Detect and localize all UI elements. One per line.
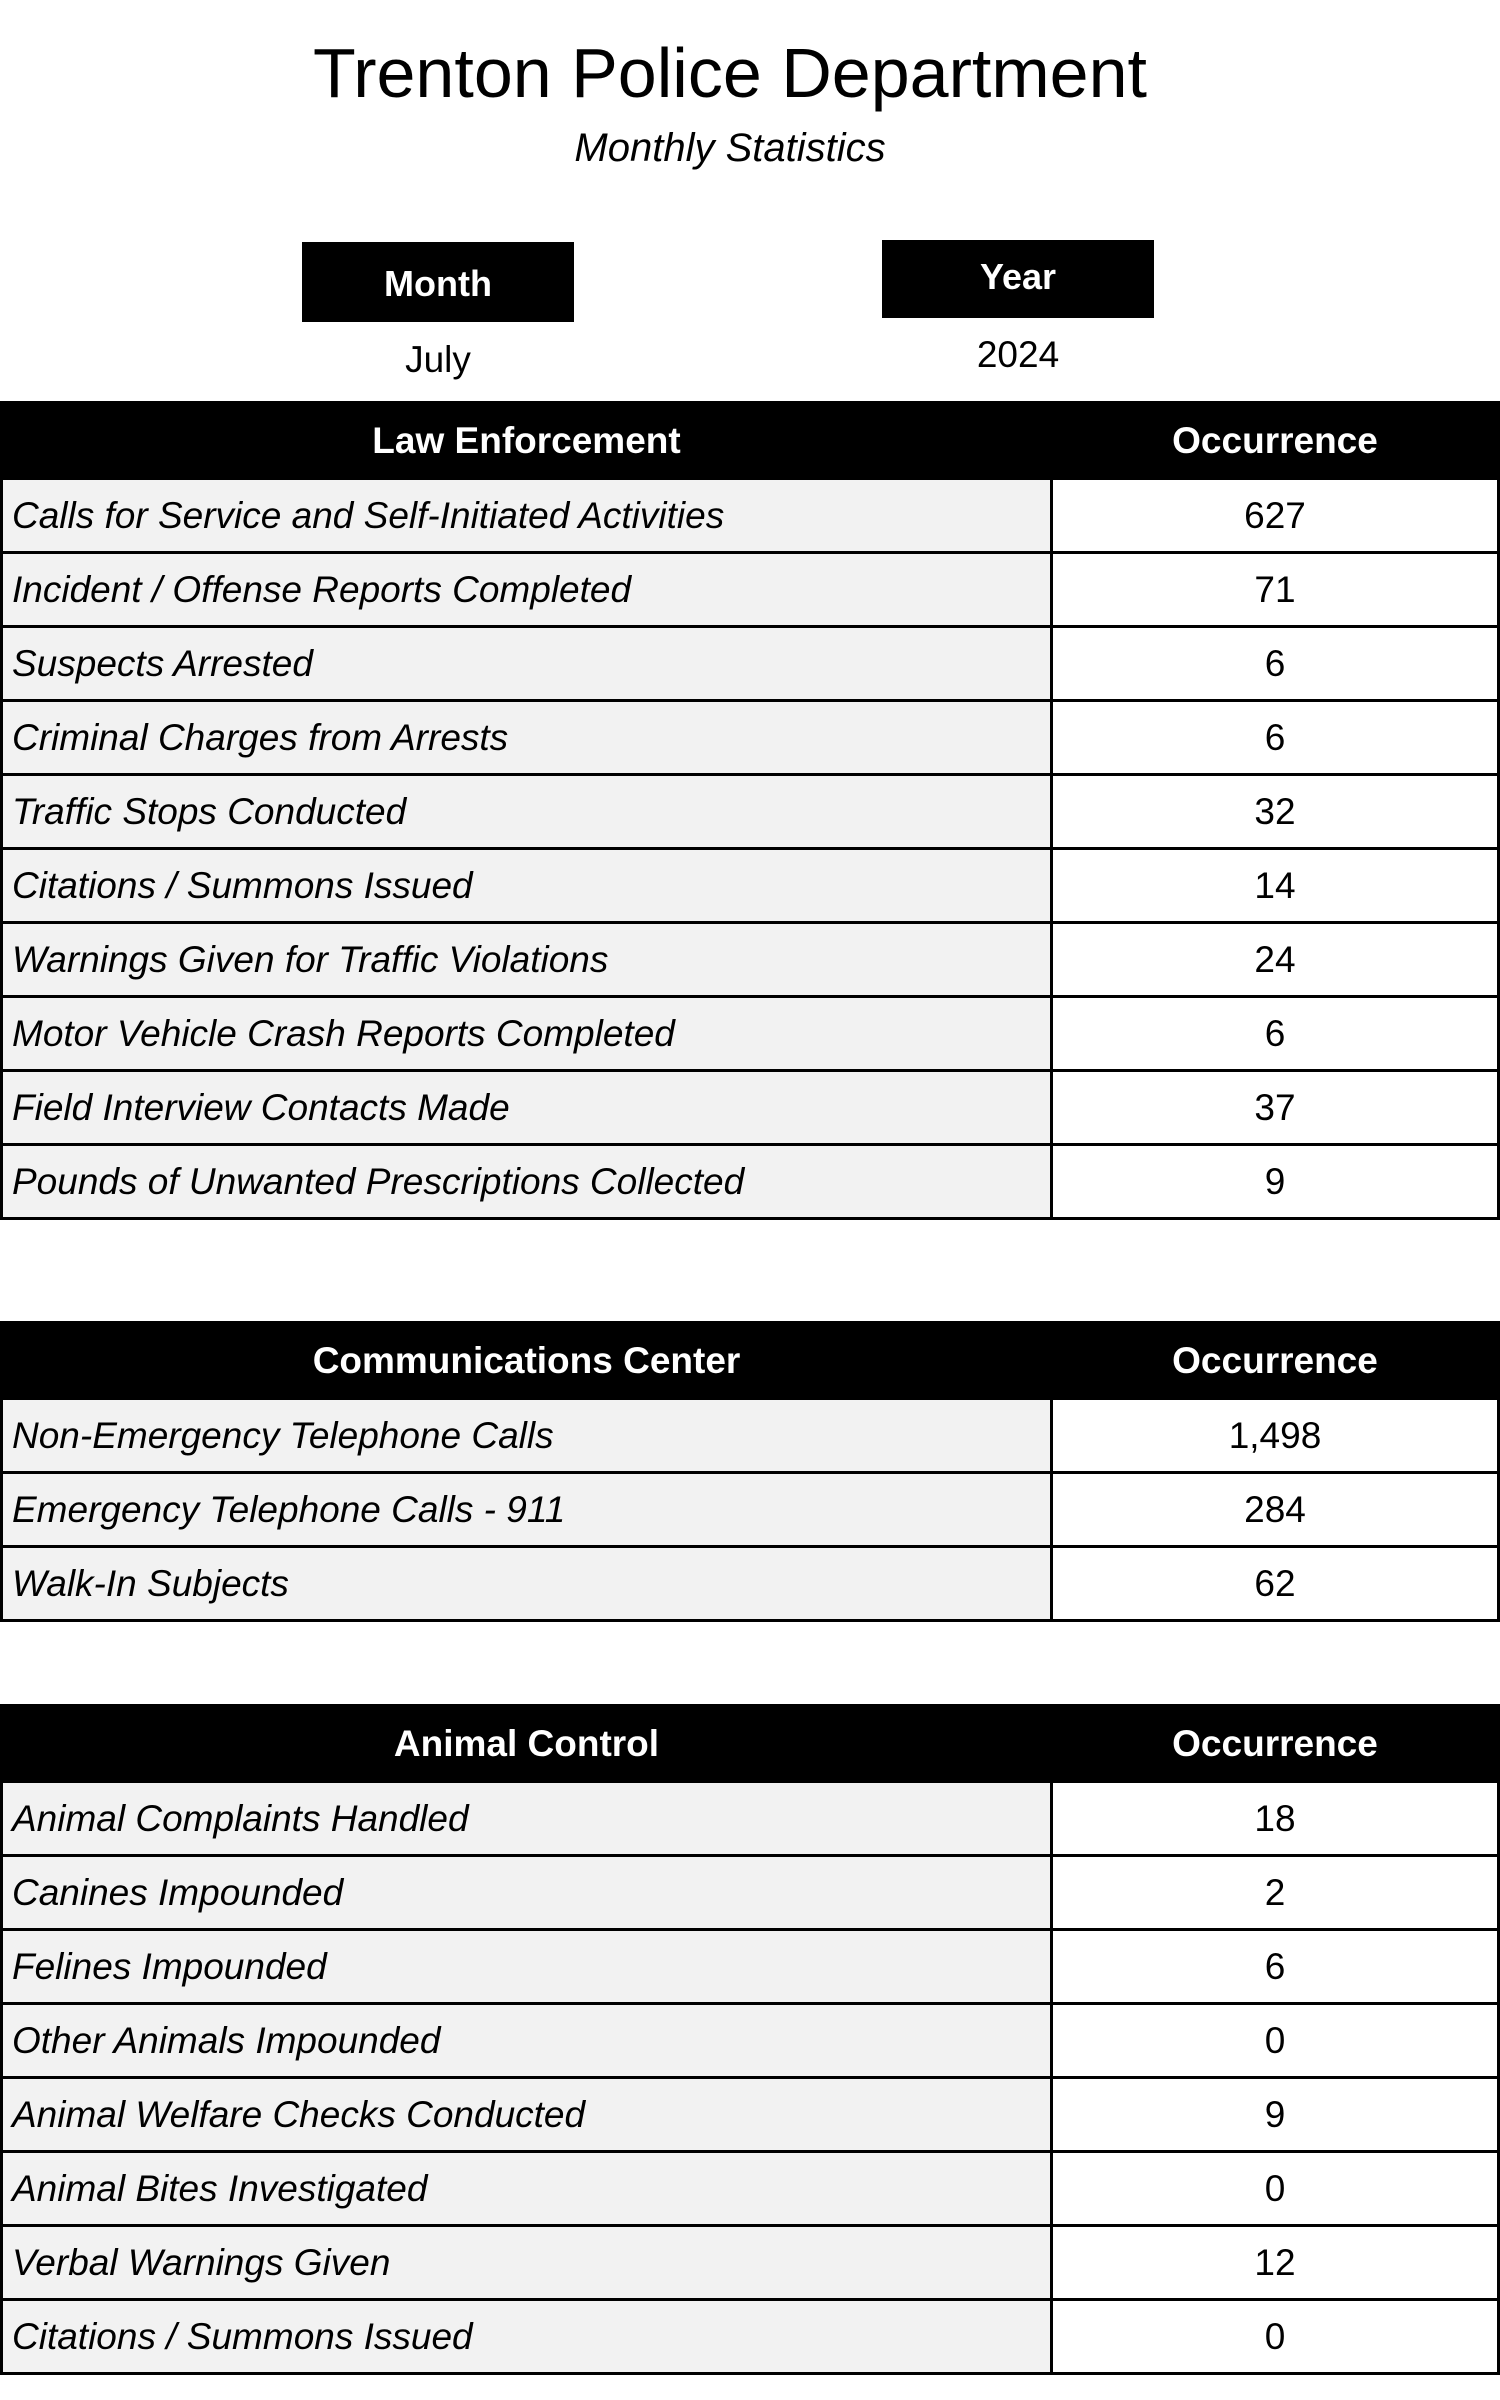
law-enforcement-occurrence-header: Occurrence: [1052, 403, 1499, 479]
table-row: [2, 479, 1499, 553]
row-value: 71: [1052, 553, 1499, 627]
row-label: Animal Bites Investigated: [2, 2152, 1052, 2226]
table-row: [2, 775, 1499, 849]
row-value: 62: [1052, 1547, 1499, 1621]
row-label: Warnings Given for Traffic Violations: [2, 923, 1052, 997]
animal-control-header: Animal Control: [2, 1706, 1052, 1782]
table-header-row: [2, 1323, 1499, 1399]
table-row: [2, 1930, 1499, 2004]
row-label: Motor Vehicle Crash Reports Completed: [2, 997, 1052, 1071]
animal-control-table: [0, 1704, 1500, 2375]
row-label: Incident / Offense Reports Completed: [2, 553, 1052, 627]
table-row: [2, 2226, 1499, 2300]
animal-control-occurrence-header: Occurrence: [1052, 1706, 1499, 1782]
table-row: [2, 627, 1499, 701]
row-label: Traffic Stops Conducted: [2, 775, 1052, 849]
row-value: 627: [1052, 479, 1499, 553]
row-label: Suspects Arrested: [2, 627, 1052, 701]
table-row: [2, 1782, 1499, 1856]
row-value: 6: [1052, 627, 1499, 701]
table-row: [2, 1547, 1499, 1621]
table-header-row: [2, 403, 1499, 479]
row-value: 1,498: [1052, 1399, 1499, 1473]
row-value: 24: [1052, 923, 1499, 997]
table-row: [2, 1145, 1499, 1219]
row-label: Citations / Summons Issued: [2, 849, 1052, 923]
table-row: [2, 2152, 1499, 2226]
row-label: Felines Impounded: [2, 1930, 1052, 2004]
table-row: [2, 923, 1499, 997]
row-value: 6: [1052, 701, 1499, 775]
table-row: [2, 2300, 1499, 2374]
row-label: Emergency Telephone Calls - 911: [2, 1473, 1052, 1547]
row-value: 9: [1052, 1145, 1499, 1219]
row-label: Canines Impounded: [2, 1856, 1052, 1930]
page-title: Trenton Police Department: [313, 34, 1147, 112]
communications-center-header: Communications Center: [2, 1323, 1052, 1399]
law-enforcement-header: Law Enforcement: [2, 403, 1052, 479]
row-label: Calls for Service and Self-Initiated Activities: [2, 479, 1052, 553]
row-label: Criminal Charges from Arrests: [2, 701, 1052, 775]
page-subtitle: Monthly Statistics: [574, 126, 886, 170]
row-label: Animal Complaints Handled: [2, 1782, 1052, 1856]
row-value: 14: [1052, 849, 1499, 923]
table-row: [2, 849, 1499, 923]
row-value: 6: [1052, 997, 1499, 1071]
row-label: Verbal Warnings Given: [2, 2226, 1052, 2300]
year-label: Year: [882, 240, 1154, 318]
table-row: [2, 701, 1499, 775]
month-label: Month: [302, 242, 574, 322]
row-value: 9: [1052, 2078, 1499, 2152]
row-value: 18: [1052, 1782, 1499, 1856]
row-value: 0: [1052, 2152, 1499, 2226]
law-enforcement-table: [0, 401, 1500, 1220]
row-label: Pounds of Unwanted Prescriptions Collected: [2, 1145, 1052, 1219]
table-row: [2, 2078, 1499, 2152]
table-row: [2, 1071, 1499, 1145]
communications-occurrence-header: Occurrence: [1052, 1323, 1499, 1399]
row-value: 32: [1052, 775, 1499, 849]
row-value: 2: [1052, 1856, 1499, 1930]
table-row: [2, 553, 1499, 627]
row-value: 12: [1052, 2226, 1499, 2300]
row-value: 37: [1052, 1071, 1499, 1145]
table-row: [2, 1473, 1499, 1547]
year-value: 2024: [976, 334, 1060, 375]
table-header-row: [2, 1706, 1499, 1782]
table-row: [2, 1856, 1499, 1930]
row-value: 6: [1052, 1930, 1499, 2004]
row-value: 0: [1052, 2004, 1499, 2078]
row-label: Non-Emergency Telephone Calls: [2, 1399, 1052, 1473]
row-label: Other Animals Impounded: [2, 2004, 1052, 2078]
row-label: Citations / Summons Issued: [2, 2300, 1052, 2374]
row-label: Animal Welfare Checks Conducted: [2, 2078, 1052, 2152]
row-label: Walk-In Subjects: [2, 1547, 1052, 1621]
table-row: [2, 997, 1499, 1071]
row-value: 284: [1052, 1473, 1499, 1547]
communications-center-table: [0, 1321, 1500, 1622]
row-label: Field Interview Contacts Made: [2, 1071, 1052, 1145]
row-value: 0: [1052, 2300, 1499, 2374]
month-value: July: [405, 339, 471, 380]
table-row: [2, 2004, 1499, 2078]
table-row: [2, 1399, 1499, 1473]
